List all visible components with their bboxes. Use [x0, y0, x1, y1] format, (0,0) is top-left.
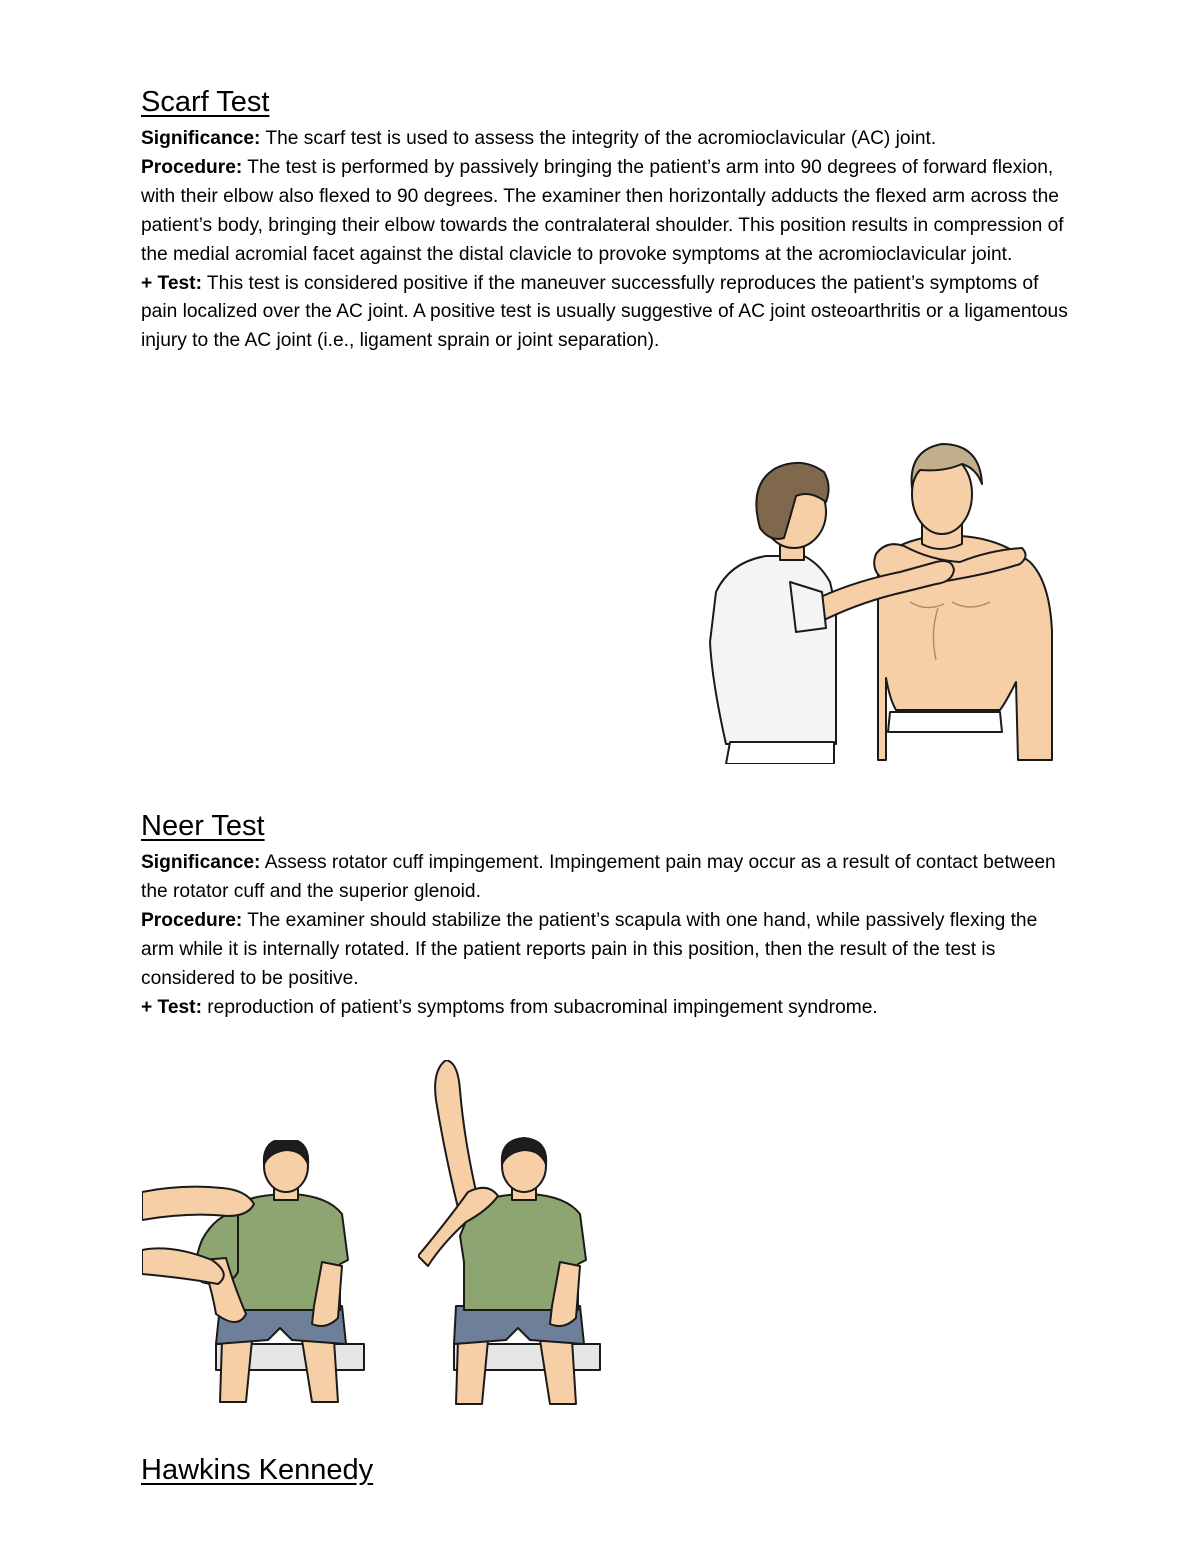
- examiner-shirt: [710, 556, 836, 744]
- neer-test-heading: Neer Test: [141, 810, 265, 842]
- scarf-significance-text: The scarf test is used to assess the integrity of the acromioclavicular (AC) joint.: [260, 128, 937, 149]
- scarf-procedure-text: The test is performed by passively bringing the patient’s arm into 90 degrees of forward flexion, with their elbow also flexed to 90 degrees. The examiner then horizontally adducts the flexed arm across the patient’s body, bringing their elbow towards the contralateral shoulder. This position results in compression of the medial acromial facet against the distal clavicle to provoke symptoms at the acromioclavicular joint.: [141, 156, 1064, 265]
- neer-positive-paragraph: [141, 994, 1071, 1023]
- patient-waistband: [888, 712, 1002, 732]
- left-leg: [456, 1340, 488, 1404]
- hawkins-kennedy-heading: Hawkins Kennedy: [141, 1454, 374, 1486]
- scarf-significance-paragraph: [141, 125, 1071, 154]
- scarf-test-heading: Scarf Test: [141, 86, 270, 118]
- scarf-test-body: [141, 125, 1071, 356]
- neer-test-body: [141, 849, 1071, 1022]
- neer-significance-label: Significance:: [141, 852, 261, 873]
- right-leg: [302, 1340, 338, 1402]
- neer-significance-text: Assess rotator cuff impingement. Impingement pain may occur as a result of contact between the rotator cuff and the superior glenoid.: [141, 852, 1056, 902]
- neer-positive-text: reproduction of patient’s symptoms from subacrominal impingement syndrome.: [201, 996, 878, 1018]
- scarf-procedure-paragraph: [141, 154, 1071, 270]
- neer-positive-label: + Test:: [141, 996, 202, 1018]
- raised-arm: [435, 1060, 478, 1208]
- neer-procedure-paragraph: [141, 907, 1071, 994]
- neer-procedure-text: The examiner should stabilize the patient’s scapula with one hand, while passively flexing the arm while it is internally rotated. If the patient reports pain in this position, then the result of the test is considered to be positive.: [141, 909, 1038, 989]
- scarf-positive-text: This test is considered positive if the maneuver successfully reproduces the patient’s symptoms of pain localized over the AC joint. A positive test is usually suggestive of AC joint osteoarthritis or a ligamentous injury to the AC joint (i.e., ligament sprain or joint separation).: [141, 272, 1068, 352]
- scarf-positive-paragraph: [141, 270, 1071, 357]
- neer-significance-paragraph: [141, 849, 1071, 907]
- right-leg: [540, 1340, 576, 1404]
- scarf-procedure-label: Procedure:: [141, 156, 243, 178]
- left-leg: [220, 1340, 252, 1402]
- scarf-significance-label: Significance:: [141, 128, 261, 149]
- examiner-trousers: [726, 742, 834, 764]
- examiner-arm: [142, 1187, 254, 1220]
- neer-test-illustration-start: [142, 1140, 370, 1410]
- scarf-positive-label: + Test:: [141, 272, 202, 294]
- scarf-test-illustration: [700, 432, 1060, 764]
- neer-procedure-label: Procedure:: [141, 909, 243, 931]
- neer-test-illustration-raised: [418, 1060, 604, 1410]
